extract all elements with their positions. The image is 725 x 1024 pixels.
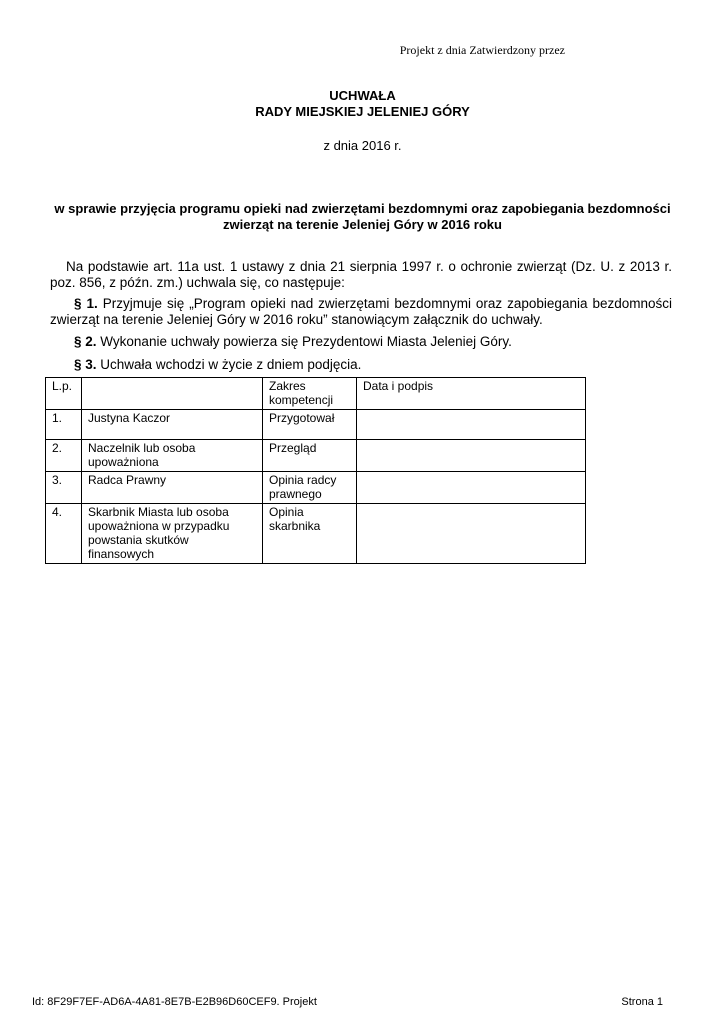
cell-name: Radca Prawny: [82, 472, 263, 504]
approval-table: [45, 377, 586, 564]
cell-name: Skarbnik Miasta lub osoba upoważniona w przypadku powstania skutków finansowych: [82, 504, 263, 564]
cell-lp: 2.: [46, 440, 82, 472]
header-lp: L.p.: [46, 378, 82, 410]
section-3-text: Uchwała wchodzi w życie z dniem podjęcia.: [100, 357, 362, 372]
cell-scope: Przygotował: [263, 410, 357, 440]
section-1-label: § 1.: [74, 296, 98, 311]
cell-signature: [357, 472, 586, 504]
cell-lp: 1.: [46, 410, 82, 440]
section-1: [50, 296, 672, 328]
document-title-line2: RADY MIEJSKIEJ JELENIEJ GÓRY: [255, 104, 470, 119]
header-name: [82, 378, 263, 410]
header-scope: Zakres kompetencji: [263, 378, 357, 410]
section-1-text: Przyjmuje się „Program opieki nad zwierzętami bezdomnymi oraz zapobiegania bezdomności zwierząt na terenie Jeleniej Góry w 2016 roku” stanowiącym załącznik do uchwały.: [50, 296, 672, 327]
table-row: [46, 410, 586, 440]
footer-page-number: Strona 1: [621, 996, 663, 1008]
table-row: [46, 440, 586, 472]
section-3: [50, 357, 672, 373]
section-2-label: § 2.: [74, 334, 97, 349]
document-title-line1: UCHWAŁA: [329, 88, 396, 103]
subject-line1: w sprawie przyjęcia programu opieki nad zwierzętami bezdomnymi oraz zapobiegania bezdomności: [54, 201, 671, 216]
document-date: z dnia 2016 r.: [323, 138, 402, 153]
footer-document-id: Id: 8F29F7EF-AD6A-4A81-8E7B-E2B96D60CEF9. Projekt: [32, 996, 317, 1008]
header-date-signature: Data i podpis: [357, 378, 586, 410]
table-row: [46, 472, 586, 504]
section-3-label: § 3.: [74, 357, 97, 372]
section-2-text: Wykonanie uchwały powierza się Prezydentowi Miasta Jeleniej Góry.: [100, 334, 512, 349]
cell-lp: 3.: [46, 472, 82, 504]
cell-signature: [357, 410, 586, 440]
table-header-row: [46, 378, 586, 410]
cell-lp: 4.: [46, 504, 82, 564]
cell-name: Justyna Kaczor: [82, 410, 263, 440]
subject-line2: zwierząt na terenie Jeleniej Góry w 2016 roku: [223, 217, 502, 232]
cell-scope: Opinia radcy prawnego: [263, 472, 357, 504]
document-subject: [50, 201, 675, 233]
cell-scope: Opinia skarbnika: [263, 504, 357, 564]
section-2: [50, 334, 672, 350]
cell-scope: Przegląd: [263, 440, 357, 472]
table-row: [46, 504, 586, 564]
cell-name: Naczelnik lub osoba upoważniona: [82, 440, 263, 472]
header-note: Projekt z dnia Zatwierdzony przez: [399, 43, 565, 57]
preamble: Na podstawie art. 11a ust. 1 ustawy z dnia 21 sierpnia 1997 r. o ochronie zwierząt (Dz. U. z 2013 r. poz. 856, z późn. zm.) uchwala się, co następuje:: [50, 259, 672, 290]
cell-signature: [357, 504, 586, 564]
cell-signature: [357, 440, 586, 472]
